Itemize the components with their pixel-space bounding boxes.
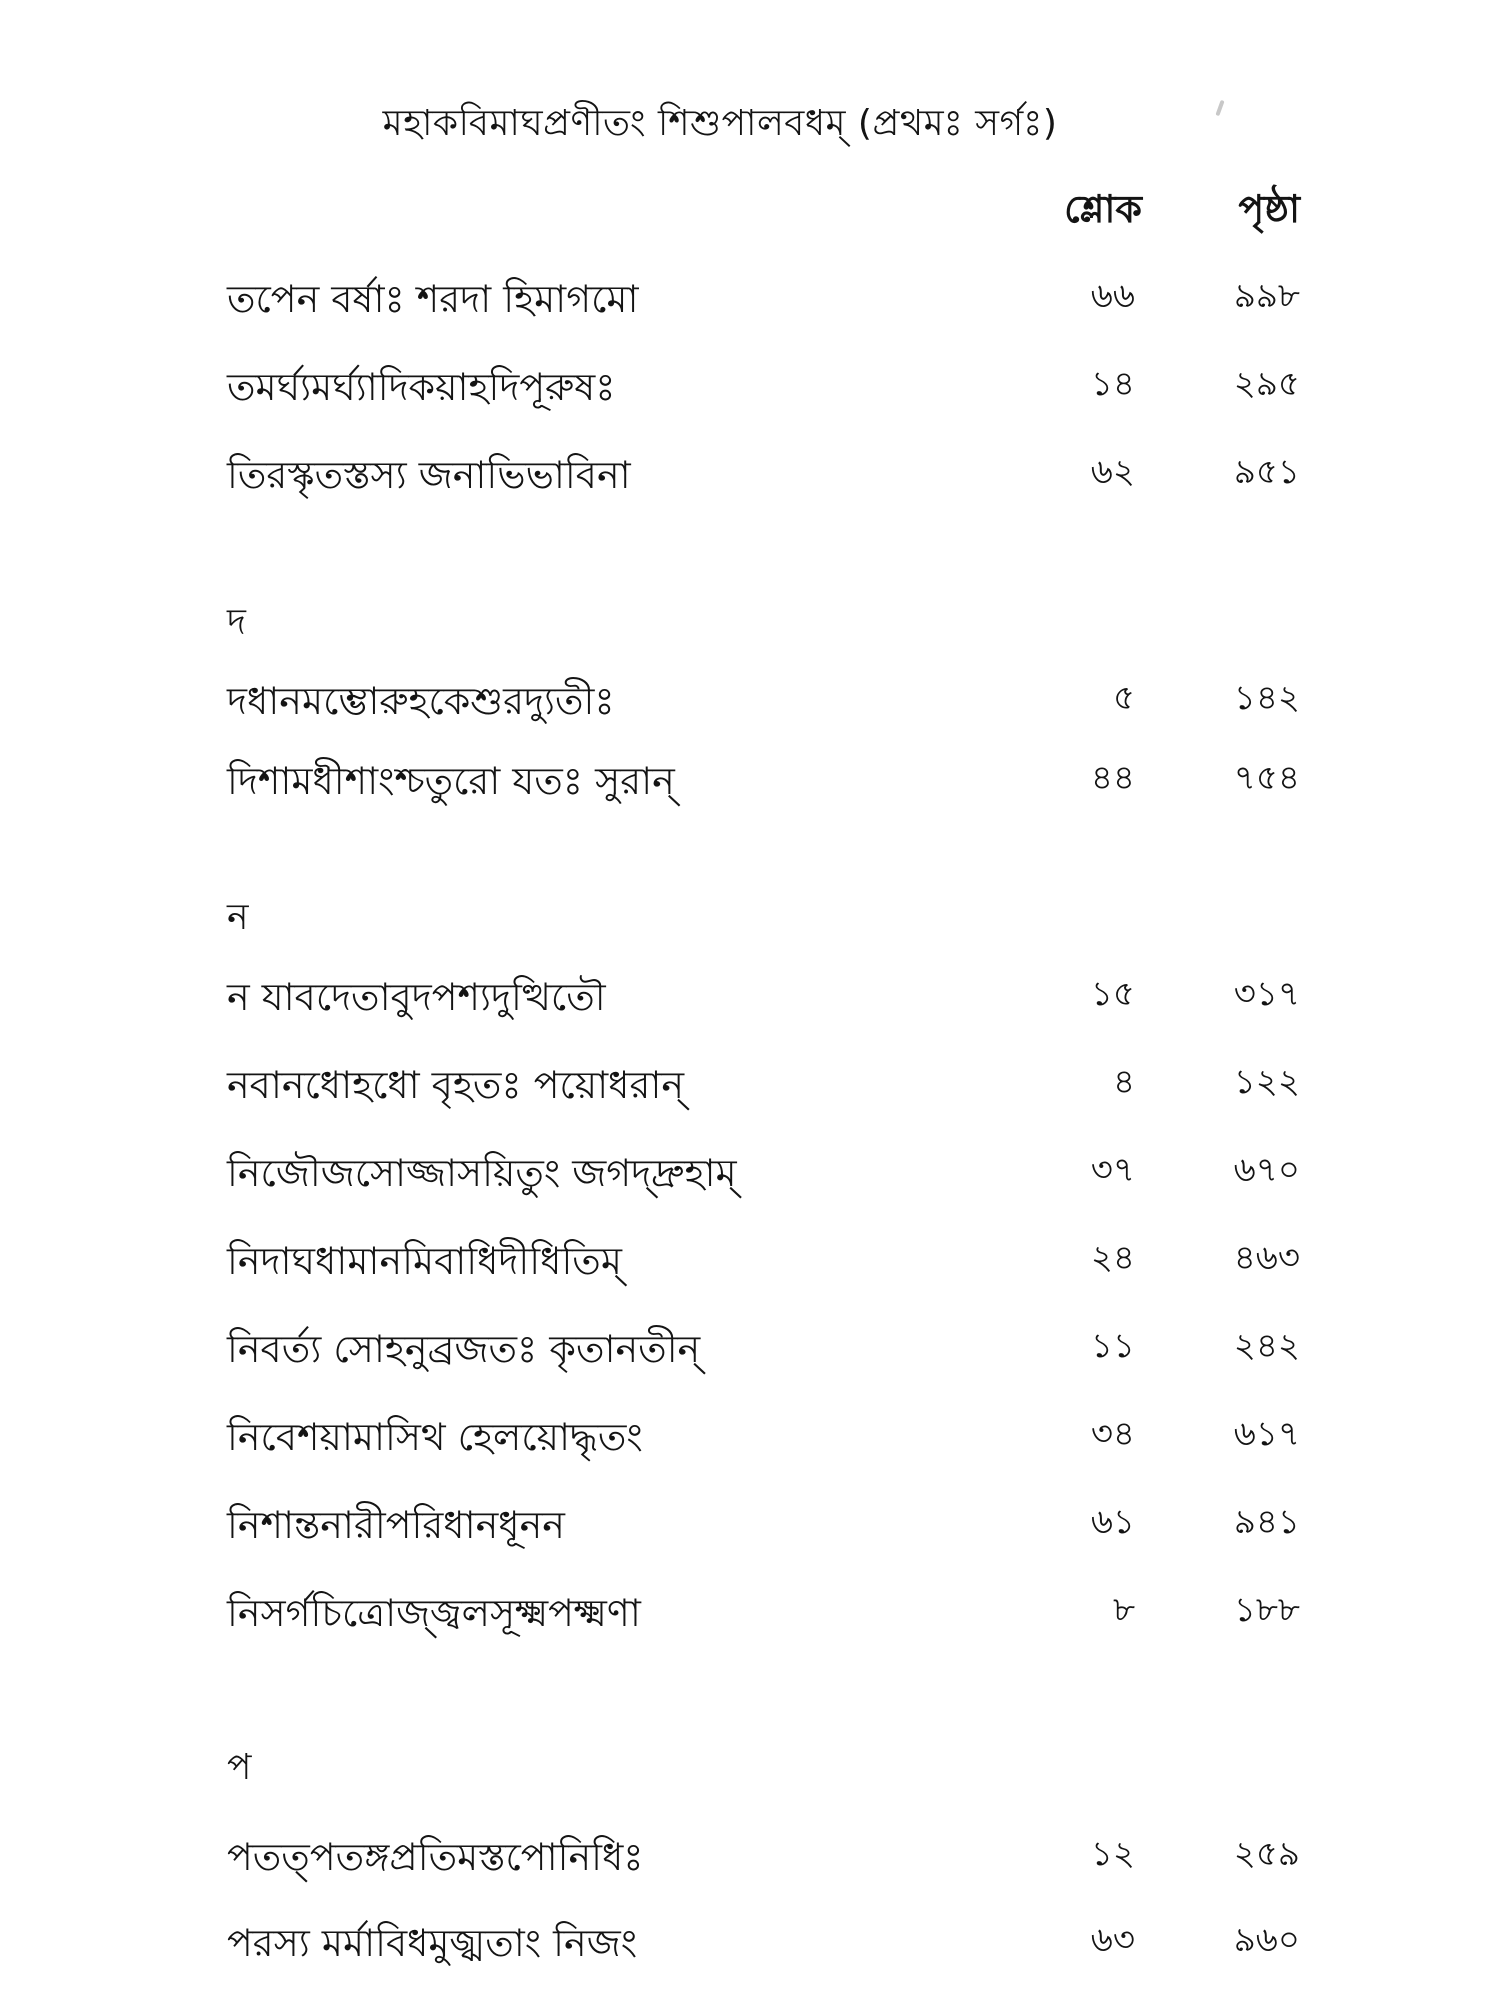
entry-shloka: ৬১ xyxy=(1090,1502,1135,1542)
entry-page: ২৪২ xyxy=(1233,1326,1300,1366)
index-entry xyxy=(0,1320,1500,1380)
entry-page: ৬৭০ xyxy=(1233,1150,1300,1190)
index-entry xyxy=(0,672,1500,732)
entry-page: ৩১৭ xyxy=(1233,974,1300,1014)
index-entry xyxy=(0,968,1500,1028)
entry-shloka: ৬২ xyxy=(1090,452,1135,492)
entry-shloka: ২৪ xyxy=(1090,1238,1135,1278)
index-entry xyxy=(0,358,1500,418)
entry-text: তমর্ঘ্যমর্ঘ্যাদিকয়াহদিপূরুষঃ xyxy=(227,365,616,409)
entry-shloka: ৩৪ xyxy=(1090,1414,1135,1454)
section-letter: ন xyxy=(227,897,249,938)
entry-text: নিদাঘধামানমিবাধিদীধিতিম্‌ xyxy=(227,1239,622,1283)
index-entry xyxy=(0,270,1500,330)
entry-text: দধানমম্ভোরুহকেশুরদ্যুতীঃ xyxy=(227,679,615,723)
entry-page: ৪৬৩ xyxy=(1233,1238,1300,1278)
index-entry xyxy=(0,1584,1500,1644)
index-entry xyxy=(0,1144,1500,1204)
column-header-page: পৃষ্ঠা xyxy=(1238,187,1300,231)
index-entry xyxy=(0,752,1500,812)
entry-shloka: ১১ xyxy=(1090,1326,1135,1366)
entry-shloka: ৪ xyxy=(1112,1062,1135,1102)
entry-text: পতত্পতঙ্গপ্রতিমস্তপোনিধিঃ xyxy=(227,1835,644,1879)
entry-page: ১৮৮ xyxy=(1233,1590,1300,1630)
entry-shloka: ৩৭ xyxy=(1090,1150,1135,1190)
entry-page: ৯৯৮ xyxy=(1233,276,1300,316)
entry-shloka: ৮ xyxy=(1112,1590,1135,1630)
index-entry xyxy=(0,446,1500,506)
section-letter: প xyxy=(227,1747,252,1788)
entry-shloka: ৬৩ xyxy=(1090,1920,1135,1960)
index-entry xyxy=(0,1056,1500,1116)
index-entry xyxy=(0,1232,1500,1292)
entry-text: ন যাবদেতাবুদপশ্যদুত্থিতৌ xyxy=(227,975,606,1019)
entry-text: নিবেশয়ামাসিথ হেলয়োদ্ধৃতং xyxy=(227,1415,643,1459)
entry-text: তিরস্কৃতস্তস্য জনাভিভাবিনা xyxy=(227,453,631,497)
entry-page: ২৯৫ xyxy=(1233,364,1300,404)
entry-text: পরস্য মর্মাবিধমুজ্ঝতাং নিজং xyxy=(227,1921,638,1965)
entry-shloka: ১৫ xyxy=(1090,974,1135,1014)
column-header-shloka: শ্লোক xyxy=(1064,187,1142,231)
entry-text: নিবর্ত্য সোহনুব্রজতঃ কৃতানতীন্‌ xyxy=(227,1327,701,1371)
section-letter: দ xyxy=(227,602,246,643)
entry-text: নিসর্গচিত্রোজ্জ্বলসূক্ষ্মপক্ষ্মণা xyxy=(227,1591,641,1635)
entry-shloka: ১২ xyxy=(1090,1834,1135,1874)
index-entry xyxy=(0,1496,1500,1556)
index-entry xyxy=(0,1408,1500,1468)
entry-shloka: ৫ xyxy=(1112,678,1135,718)
entry-shloka: ৬৬ xyxy=(1090,276,1135,316)
entry-page: ১৪২ xyxy=(1233,678,1300,718)
entry-page: ৯৪১ xyxy=(1233,1502,1300,1542)
index-entry xyxy=(0,1828,1500,1888)
index-entry xyxy=(0,1914,1500,1974)
entry-page: ৯৫১ xyxy=(1233,452,1300,492)
entry-page: ৬১৭ xyxy=(1233,1414,1300,1454)
entry-page: ৯৬০ xyxy=(1233,1920,1300,1960)
entry-text: নিজৌজসোজ্জাসয়িতুং জগদ্দ্রুহাম্‌ xyxy=(227,1151,737,1195)
entry-page: ১২২ xyxy=(1233,1062,1300,1102)
entry-text: দিশামধীশাংশ্চতুরো যতঃ সুরান্‌ xyxy=(227,759,675,803)
entry-page: ২৫৯ xyxy=(1233,1834,1300,1874)
entry-text: নবানধোহধো বৃহতঃ পয়োধরান্‌ xyxy=(227,1063,685,1107)
entry-page: ৭৫৪ xyxy=(1233,758,1300,798)
entry-text: তপেন বর্ষাঃ শরদা হিমাগমো xyxy=(227,277,639,321)
entry-shloka: ১৪ xyxy=(1090,364,1135,404)
page-title: মহাকবিমাঘপ্রণীতং শিশুপালবধম্‌ (প্রথমঃ সর্গঃ) xyxy=(382,103,1058,144)
entry-text: নিশান্তনারীপরিধানধূনন xyxy=(227,1503,565,1547)
entry-shloka: ৪৪ xyxy=(1090,758,1135,798)
